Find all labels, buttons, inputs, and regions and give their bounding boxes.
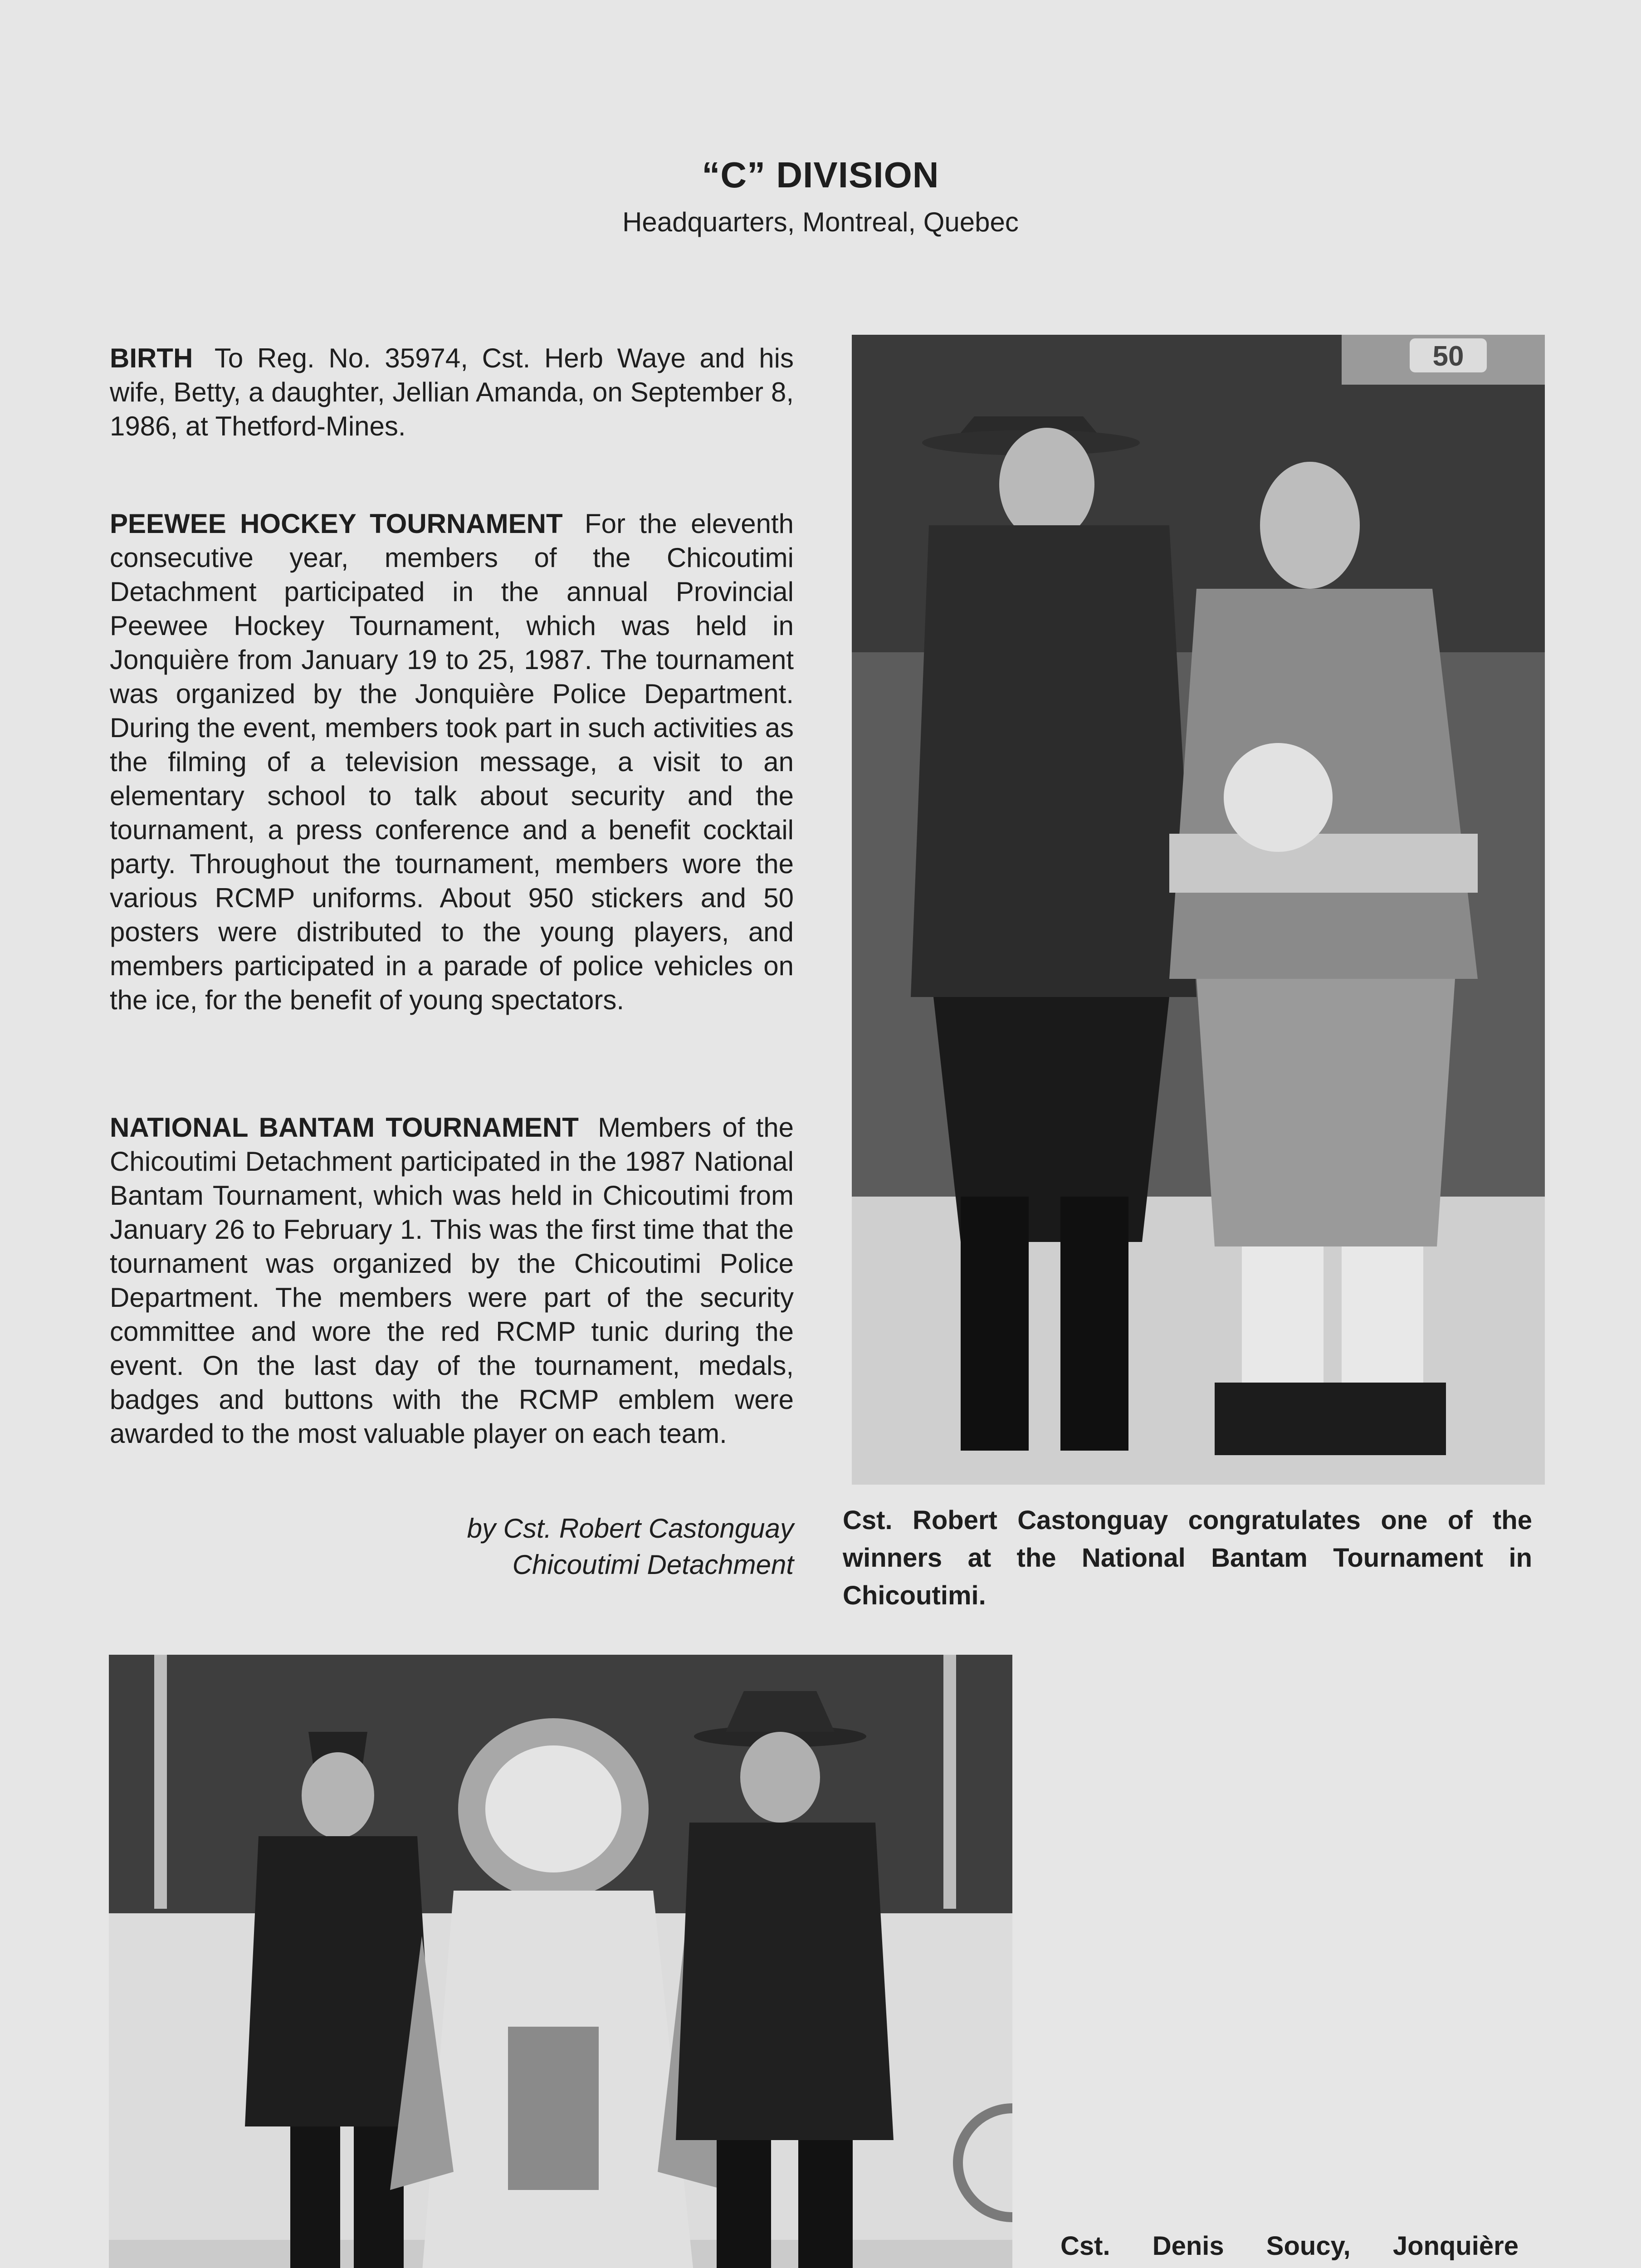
- photo-mountie-and-player: [852, 335, 1545, 1485]
- byline: [110, 1510, 794, 1583]
- photo-officers-with-mascot: [109, 1655, 1012, 2268]
- photo-mountie-and-player-image: [852, 335, 1545, 1485]
- bantam-body: Members of the Chicoutimi Detachment participated in the 1987 National Bantam Tournament, which was held in Chicoutimi from January 26 to February 1. This was the first time that the tournament was organized by the Chicoutimi Police Department. The members were part of the security committee and wore the red RCMP tunic during the event. On the last day of the tournament, medals, badges and buttons with the RCMP emblem were awarded to the most valuable player on each team.: [110, 1112, 794, 1449]
- photo2-caption: Cst. Denis Soucy, Jonquière: [1060, 2231, 1519, 2261]
- photo1-caption: Cst. Robert Castonguay congratulates one of the winners at the National Bantam Tournament in Chicoutimi.: [843, 1505, 1532, 1610]
- photo-officers-with-mascot-image: [109, 1655, 1012, 2268]
- page-subtitle: Headquarters, Montreal, Quebec: [622, 207, 1019, 237]
- birth-article: [110, 341, 794, 443]
- byline-author: by Cst. Robert Castonguay: [467, 1513, 794, 1544]
- arena-sign: 50: [1432, 341, 1464, 372]
- byline-unit: Chicoutimi Detachment: [512, 1549, 794, 1580]
- peewee-article: [110, 507, 794, 1017]
- birth-body: To Reg. No. 35974, Cst. Herb Waye and his wife, Betty, a daughter, Jellian Amanda, on September 8, 1986, at Thetford-Mines.: [110, 343, 794, 441]
- bantam-article: [110, 1110, 794, 1451]
- birth-heading: BIRTH: [110, 343, 193, 373]
- bantam-heading: NATIONAL BANTAM TOURNAMENT: [110, 1112, 579, 1143]
- peewee-heading: PEEWEE HOCKEY TOURNAMENT: [110, 508, 563, 539]
- page-title: “C” DIVISION: [702, 155, 939, 195]
- peewee-body: For the eleventh consecutive year, members of the Chicoutimi Detachment participated in the annual Provincial Peewee Hockey Tournament, which was held in Jonquière from January 19 to 25, 1987. The tournament was organized by the Jonquière Police Department. During the event, members took part in such activities as the filming of a television message, a visit to an elementary school to talk about security and the tournament, a press conference and a benefit cocktail party. Throughout the tournament, members wore the various RCMP uniforms. About 950 stickers and 50 posters were distributed to the young players, and members participated in a parade of police vehicles on the ice, for the benefit of young spectators.: [110, 508, 794, 1015]
